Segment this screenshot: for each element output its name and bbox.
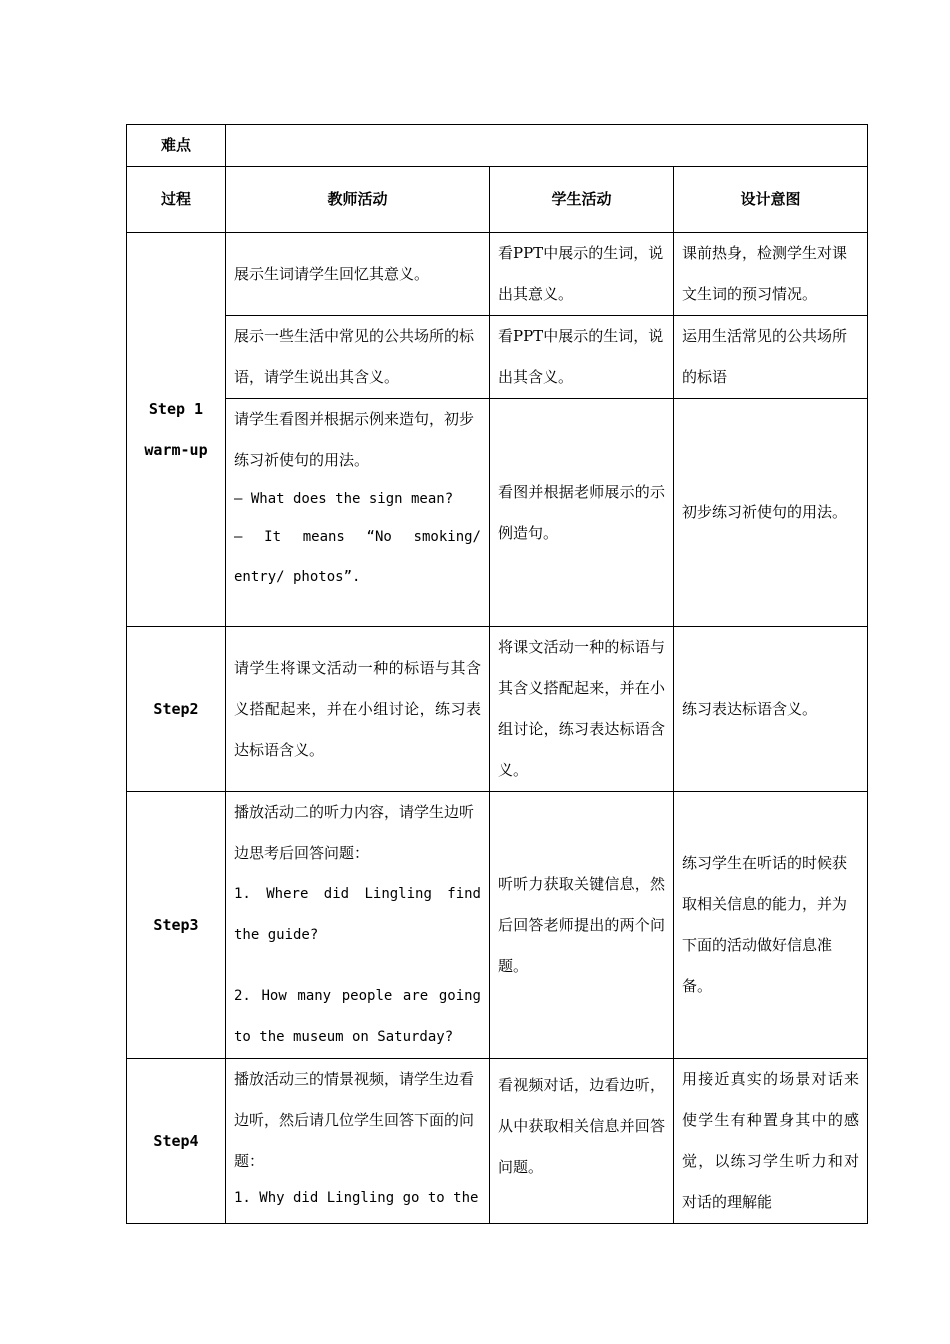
lesson-plan-table xyxy=(126,124,868,1224)
step2-row xyxy=(127,627,868,792)
step4-teacher xyxy=(226,1059,490,1224)
step1-teacher-3-text: 请学生看图并根据示例来造句，初步练习祈使句的用法。 xyxy=(234,410,475,469)
step4-question-1: 1. Why did Lingling go to the xyxy=(234,1190,479,1206)
difficulty-value xyxy=(226,125,868,167)
teacher-activity-header: 教师活动 xyxy=(226,167,490,233)
step1-teacher-3 xyxy=(226,399,490,627)
step3-spacer xyxy=(234,956,481,976)
design-intent-header: 设计意图 xyxy=(674,167,868,233)
step3-row xyxy=(127,792,868,1059)
process-header: 过程 xyxy=(127,167,226,233)
step3-student: 听听力获取关键信息，然后回答老师提出的两个问题。 xyxy=(490,792,674,1059)
header-row xyxy=(127,167,868,233)
step4-intent: 用接近真实的场景对话来使学生有种置身其中的感觉，以练习学生听力和对对话的理解能 xyxy=(674,1059,868,1224)
step1-teacher-3-question: — What does the sign mean? xyxy=(234,491,454,507)
step2-label: Step2 xyxy=(127,627,226,792)
step3-question-1: 1. Where did Lingling find the guide? xyxy=(234,886,481,943)
step1-intent-2: 运用生活常见的公共场所的标语 xyxy=(674,316,868,399)
step1-student-3: 看图并根据老师展示的示例造句。 xyxy=(490,399,674,627)
step1-label-line2: warm-up xyxy=(144,440,208,459)
step3-teacher xyxy=(226,792,490,1059)
step1-teacher-2: 展示一些生活中常见的公共场所的标语，请学生说出其含义。 xyxy=(226,316,490,399)
step1-row-2 xyxy=(127,316,868,399)
step2-intent: 练习表达标语含义。 xyxy=(674,627,868,792)
step1-label-line1: Step 1 xyxy=(148,399,204,418)
step3-question-2: 2. How many people are going to the museum on Saturday? xyxy=(234,988,481,1045)
step3-teacher-text: 播放活动二的听力内容，请学生边听边思考后回答问题： xyxy=(234,803,475,862)
difficulty-row xyxy=(127,125,868,167)
difficulty-label: 难点 xyxy=(127,125,226,167)
step2-teacher: 请学生将课文活动一种的标语与其含义搭配起来，并在小组讨论，练习表达标语含义。 xyxy=(226,627,490,792)
step3-label: Step3 xyxy=(127,792,226,1059)
step1-student-2: 看PPT中展示的生词，说出其含义。 xyxy=(490,316,674,399)
step1-student-1: 看PPT中展示的生词，说出其意义。 xyxy=(490,233,674,316)
step2-student: 将课文活动一种的标语与其含义搭配起来，并在小组讨论，练习表达标语含义。 xyxy=(490,627,674,792)
step4-row xyxy=(127,1059,868,1224)
step1-row-3 xyxy=(127,399,868,627)
step4-label: Step4 xyxy=(127,1059,226,1224)
step3-intent: 练习学生在听话的时候获取相关信息的能力，并为下面的活动做好信息准备。 xyxy=(674,792,868,1059)
step4-student: 看视频对话，边看边听，从中获取相关信息并回答问题。 xyxy=(490,1059,674,1224)
step1-label xyxy=(127,233,226,627)
step1-teacher-3-answer: — It means “No smoking/ entry/ photos”. xyxy=(234,529,481,585)
step4-teacher-text: 播放活动三的情景视频，请学生边看边听，然后请几位学生回答下面的问题： xyxy=(234,1070,475,1170)
step1-intent-1: 课前热身，检测学生对课文生词的预习情况。 xyxy=(674,233,868,316)
step1-row-1 xyxy=(127,233,868,316)
student-activity-header: 学生活动 xyxy=(490,167,674,233)
step1-teacher-1: 展示生词请学生回忆其意义。 xyxy=(226,233,490,316)
step1-intent-3: 初步练习祈使句的用法。 xyxy=(674,399,868,627)
